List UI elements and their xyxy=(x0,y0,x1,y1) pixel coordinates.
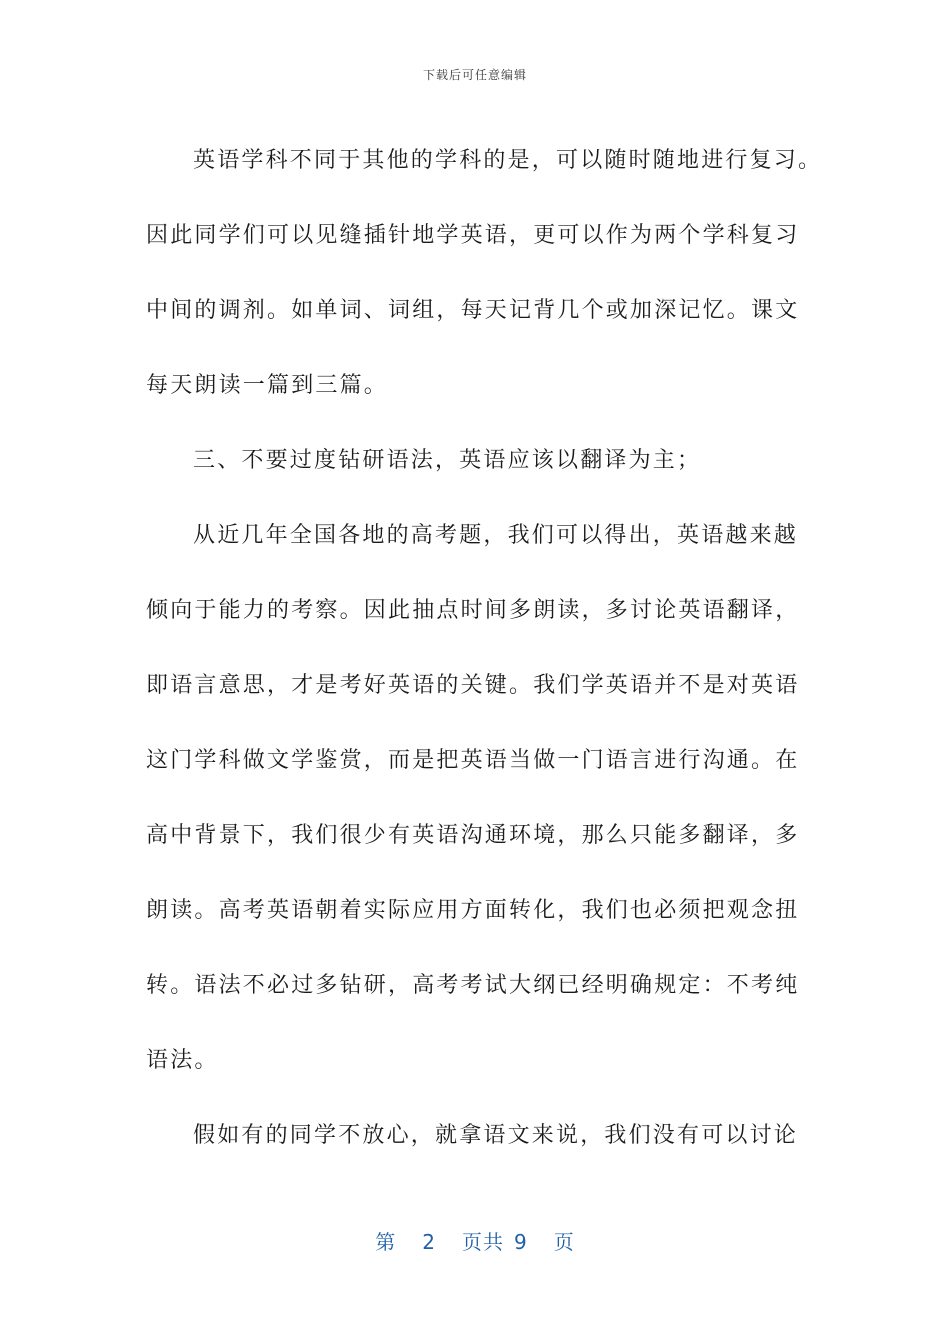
paragraph-line: 语法。 xyxy=(146,1048,219,1073)
footer-suffix: 页 xyxy=(553,1230,575,1254)
document-body xyxy=(146,123,823,1173)
paragraph-line: 因此同学们可以见缝插针地学英语，更可以作为两个学科复习 xyxy=(146,223,800,248)
paragraph-line: 假如有的同学不放心，就拿语文来说，我们没有可以讨论 xyxy=(193,1123,799,1148)
paragraph-line: 转。语法不必过多钻研，高考考试大纲已经明确规定：不考纯 xyxy=(146,973,800,998)
paragraph-line: 这门学科做文学鉴赏，而是把英语当做一门语言进行沟通。在 xyxy=(146,748,800,773)
paragraph-line: 高中背景下，我们很少有英语沟通环境，那么只能多翻译，多 xyxy=(146,823,800,848)
footer-total-pages: 9 xyxy=(514,1230,528,1254)
paragraph-line: 英语学科不同于其他的学科的是，可以随时随地进行复习。 xyxy=(193,148,823,173)
page-number-footer xyxy=(0,1226,950,1255)
footer-middle: 页共 xyxy=(462,1230,504,1254)
paragraph-line: 朗读。高考英语朝着实际应用方面转化，我们也必须把观念扭 xyxy=(146,898,800,923)
header-note: 下载后可任意编辑 xyxy=(422,68,527,82)
footer-prefix: 第 xyxy=(375,1230,397,1254)
paragraph-line: 倾向于能力的考察。因此抽点时间多朗读，多讨论英语翻译， xyxy=(146,598,800,623)
paragraph-line: 每天朗读一篇到三篇。 xyxy=(146,373,389,398)
section-heading: 三、不要过度钻研语法，英语应该以翻译为主； xyxy=(193,448,702,473)
paragraph-line: 从近几年全国各地的高考题，我们可以得出，英语越来越 xyxy=(193,523,799,548)
paragraph-line: 中间的调剂。如单词、词组，每天记背几个或加深记忆。课文 xyxy=(146,298,800,323)
footer-current-page: 2 xyxy=(422,1230,436,1254)
paragraph-line: 即语言意思，才是考好英语的关键。我们学英语并不是对英语 xyxy=(146,673,800,698)
